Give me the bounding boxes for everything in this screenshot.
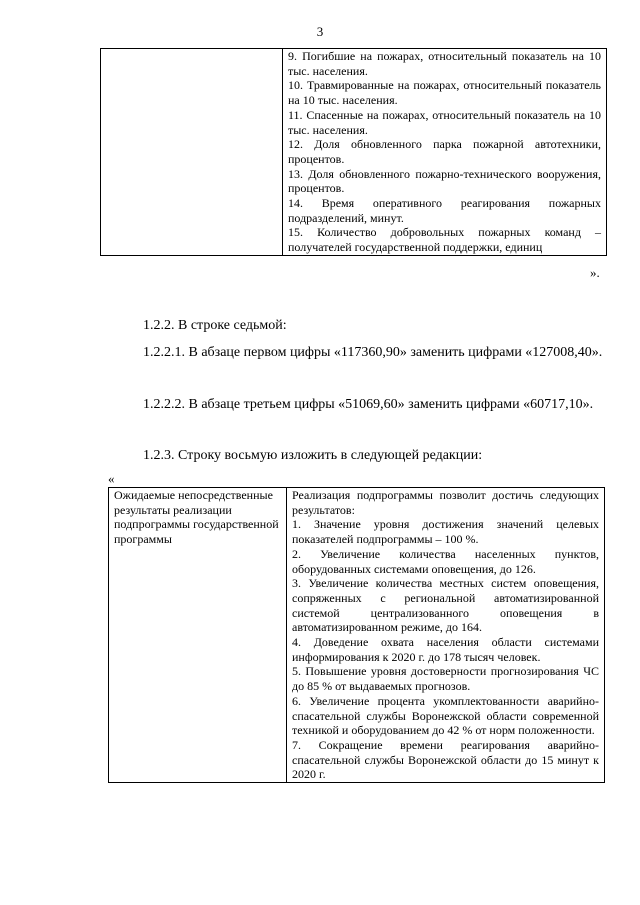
indicator-list-cell [283,49,607,256]
paragraph-1-2-3: 1.2.3. Строку восьмую изложить в следующей редакции: [143,448,483,463]
paragraph-1-2-2: 1.2.2. В строке седьмой: [143,318,287,333]
page-number: 3 [316,24,324,39]
list-item: 5. Повышение уровня достоверности прогнозирования ЧС до 85 % от выдаваемых прогнозов. [292,664,599,694]
expected-results-table [108,487,605,783]
list-item: 12. Доля обновленного парка пожарной автотехники, процентов. [288,137,601,166]
paragraph-1-2-2-1: 1.2.2.1. В абзаце первом цифры «117360,90» заменить цифрами «127008,40». [143,345,603,360]
paragraph-1-2-2-2: 1.2.2.2. В абзаце третьем цифры «51069,60» заменить цифрами «60717,10». [143,397,594,412]
list-item: 15. Количество добровольных пожарных команд – получателей государственной поддержки, единиц [288,225,601,255]
row-title-cell: Ожидаемые непосредственные результаты реализации подпрограммы государственной программы [109,488,287,783]
list-item: 14. Время оперативного реагирования пожарных подразделений, минут. [288,196,601,225]
indicator-name-cell [101,49,283,256]
closing-quote: ». [590,265,600,280]
list-item: 13. Доля обновленного пожарно-технического вооружения, процентов. [288,166,601,196]
opening-quote: « [108,471,115,486]
list-item: 3. Увеличение количества местных систем оповещения, сопряженных с региональной автоматизированной системой централизованного оповещения в автоматизированном режиме, до 164. [292,576,599,635]
table-row [109,488,605,783]
list-item: 11. Спасенные на пожарах, относительный показатель на 10 тыс. населения. [288,107,601,137]
list-item: 1. Значение уровня достижения значений целевых показателей подпрограммы – 100 %. [292,517,599,547]
passport-table-continuation [100,48,607,256]
list-item: 4. Доведение охвата населения области системами информирования к 2020 г. до 178 тысяч человек. [292,635,599,664]
table-row [101,49,607,256]
list-item: Реализация подпрограммы позволит достичь следующих результатов: [292,488,599,517]
list-item: 10. Травмированные на пожарах, относительный показатель на 10 тыс. населения. [288,78,601,108]
list-item: 9. Погибшие на пожарах, относительный показатель на 10 тыс. населения. [288,49,601,78]
results-list-cell [287,488,605,783]
list-item: 6. Увеличение процента укомплектованности аварийно-спасательной службы Воронежской области современной техникой и оборудованием до 42 % от норм положенности. [292,693,599,738]
list-item: 7. Сокращение времени реагирования аварийно-спасательной службы Воронежской области до 15 минут к 2020 г. [292,737,599,782]
list-item: 2. Увеличение количества населенных пунктов, оборудованных системами оповещения, до 126. [292,546,599,576]
